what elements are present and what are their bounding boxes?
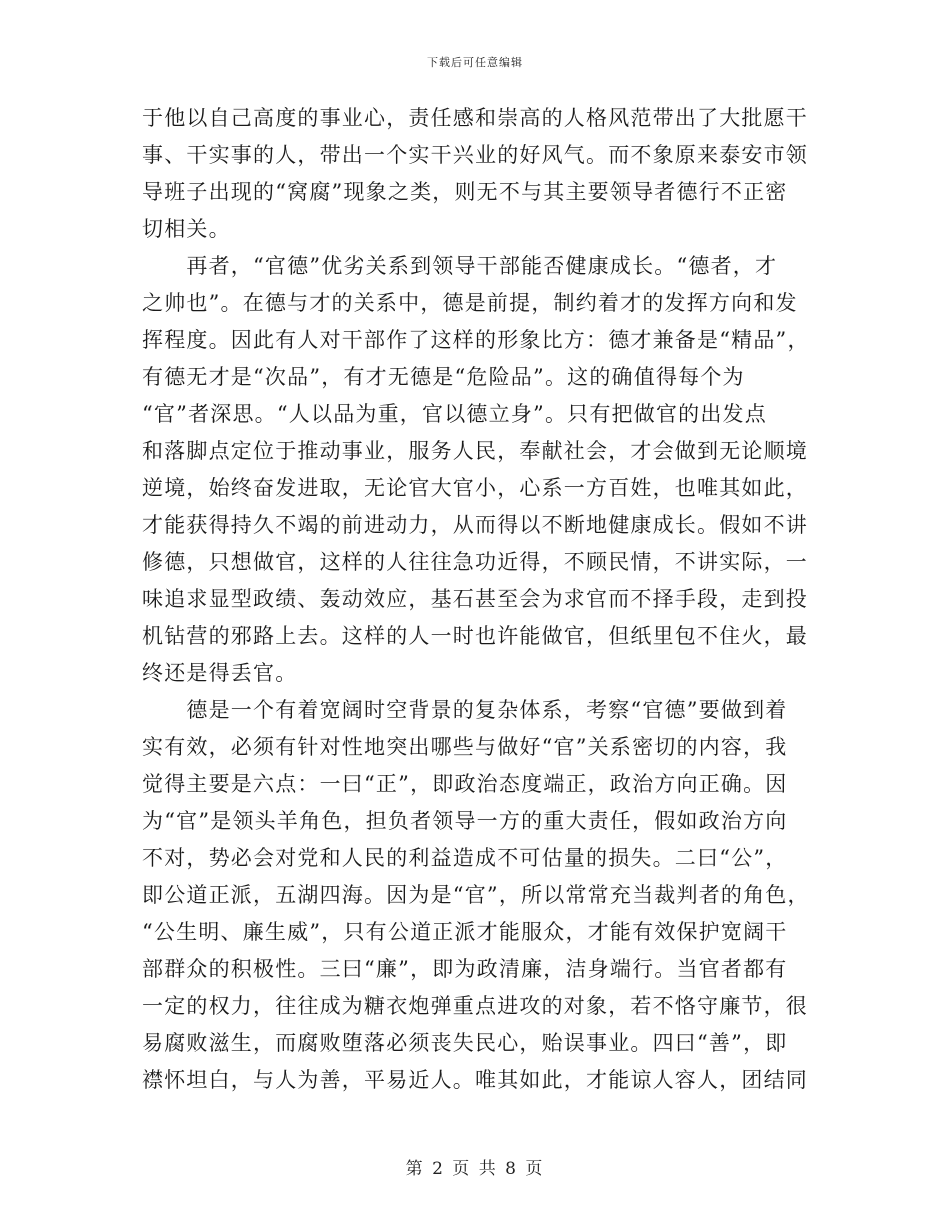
text-line: 味追求显型政绩、轰动效应，基石甚至会为求官而不择手段，走到投	[142, 587, 808, 611]
text-line: 切相关。	[142, 217, 231, 241]
text-line: 部群众的积极性。三曰“廉”，即为政清廉，洁身端行。当官者都有	[142, 957, 788, 981]
document-body	[142, 100, 812, 1099]
text-line: 和落脚点定位于推动事业，服务人民，奉献社会，才会做到无论顺境	[142, 439, 808, 463]
page-header: 下载后可任意编辑	[427, 56, 523, 69]
text-line: 修德，只想做官，这样的人往往急功近得，不顾民情，不讲实际，一	[142, 550, 808, 574]
text-line: 挥程度。因此有人对干部作了这样的形象比方：德才兼备是“精品”，	[142, 328, 810, 352]
paragraph-1	[142, 100, 812, 248]
text-line: 一定的权力，往往成为糖衣炮弹重点进攻的对象，若不恪守廉节，很	[142, 994, 808, 1018]
text-line: 再者，“官德”优劣关系到领导干部能否健康成长。“德者，才	[142, 254, 778, 278]
text-line: 襟怀坦白，与人为善，平易近人。唯其如此，才能谅人容人，团结同	[142, 1068, 808, 1092]
text-line: 觉得主要是六点：一曰“正”，即政治态度端正，政治方向正确。因	[142, 772, 788, 796]
page-number: 第 2 页 共 8 页	[405, 1159, 545, 1179]
text-line: “官”者深思。“人以品为重，官以德立身”。只有把做官的出发点	[142, 402, 767, 426]
text-line: 易腐败滋生，而腐败堕落必须丧失民心，贻误事业。四曰“善”，即	[142, 1031, 788, 1055]
text-line: 导班子出现的“窝腐”现象之类，则无不与其主要领导者德行不正密	[142, 180, 788, 204]
text-line: 终还是得丢官。	[142, 661, 298, 685]
paragraph-2	[142, 248, 812, 692]
paragraph-3	[142, 692, 812, 1099]
text-line: 有德无才是“次品”，有才无德是“危险品”。这的确值得每个为	[142, 365, 745, 389]
text-line: 即公道正派，五湖四海。因为是“官”，所以常常充当裁判者的角色，	[142, 883, 810, 907]
text-line: 才能获得持久不竭的前进动力，从而得以不断地健康成长。假如不讲	[142, 513, 808, 537]
text-line: 为“官”是领头羊角色，担负者领导一方的重大责任，假如政治方向	[142, 809, 788, 833]
text-line: 不对，势必会对党和人民的利益造成不可估量的损失。二曰“公”，	[142, 846, 788, 870]
text-line: 于他以自己高度的事业心，责任感和崇高的人格风范带出了大批愿干	[142, 106, 808, 130]
text-line: 逆境，始终奋发进取，无论官大官小，心系一方百姓，也唯其如此，	[142, 476, 808, 500]
text-line: 实有效，必须有针对性地突出哪些与做好“官”关系密切的内容，我	[142, 735, 788, 759]
text-line: 之帅也”。在德与才的关系中，德是前提，制约着才的发挥方向和发	[142, 291, 798, 315]
text-line: 机钻营的邪路上去。这样的人一时也许能做官，但纸里包不住火，最	[142, 624, 808, 648]
text-line: 事、干实事的人，带出一个实干兴业的好风气。而不象原来泰安市领	[142, 143, 808, 167]
text-line: “公生明、廉生威”，只有公道正派才能服众，才能有效保护宽阔干	[142, 920, 788, 944]
text-line: 德是一个有着宽阔时空背景的复杂体系，考察“官德”要做到着	[142, 698, 788, 722]
